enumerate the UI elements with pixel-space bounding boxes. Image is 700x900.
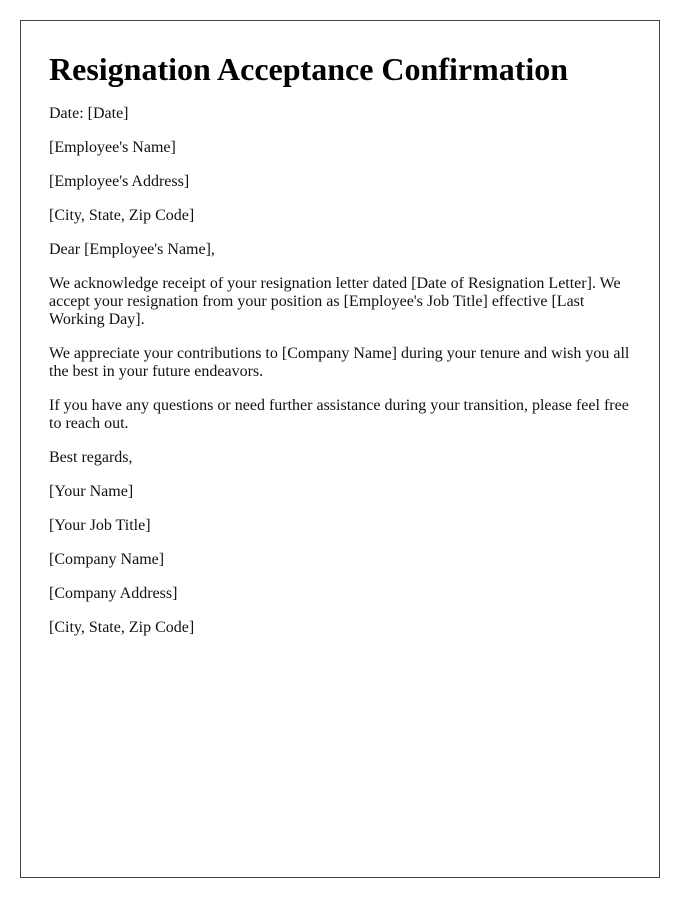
sender-company-address: [Company Address] [49,585,178,602]
body-paragraph: We appreciate your contributions to [Company Name] during your tenure and wish you all the best in your future endeavors. [49,345,630,380]
letter-page [20,20,660,878]
body-paragraph: If you have any questions or need further assistance during your transition, please feel free to reach out. [49,397,629,432]
sender-city-state-zip: [City, State, Zip Code] [49,619,195,636]
sender-company: [Company Name] [49,551,165,568]
letter-title: Resignation Acceptance Confirmation [49,51,569,87]
date-line: Date: [Date] [49,105,129,122]
recipient-address: [Employee's Address] [49,173,190,190]
salutation: Dear [Employee's Name], [49,241,215,258]
sender-job-title: [Your Job Title] [49,517,151,534]
sender-name: [Your Name] [49,483,134,500]
body-paragraph: We acknowledge receipt of your resignation letter dated [Date of Resignation Letter]. We accept your resignation from your position as [Employee's Job Title] effective [Last Working Day]. [49,275,621,328]
recipient-city-state-zip: [City, State, Zip Code] [49,207,195,224]
closing: Best regards, [49,449,133,466]
recipient-name: [Employee's Name] [49,139,176,156]
letter-content [49,51,634,653]
